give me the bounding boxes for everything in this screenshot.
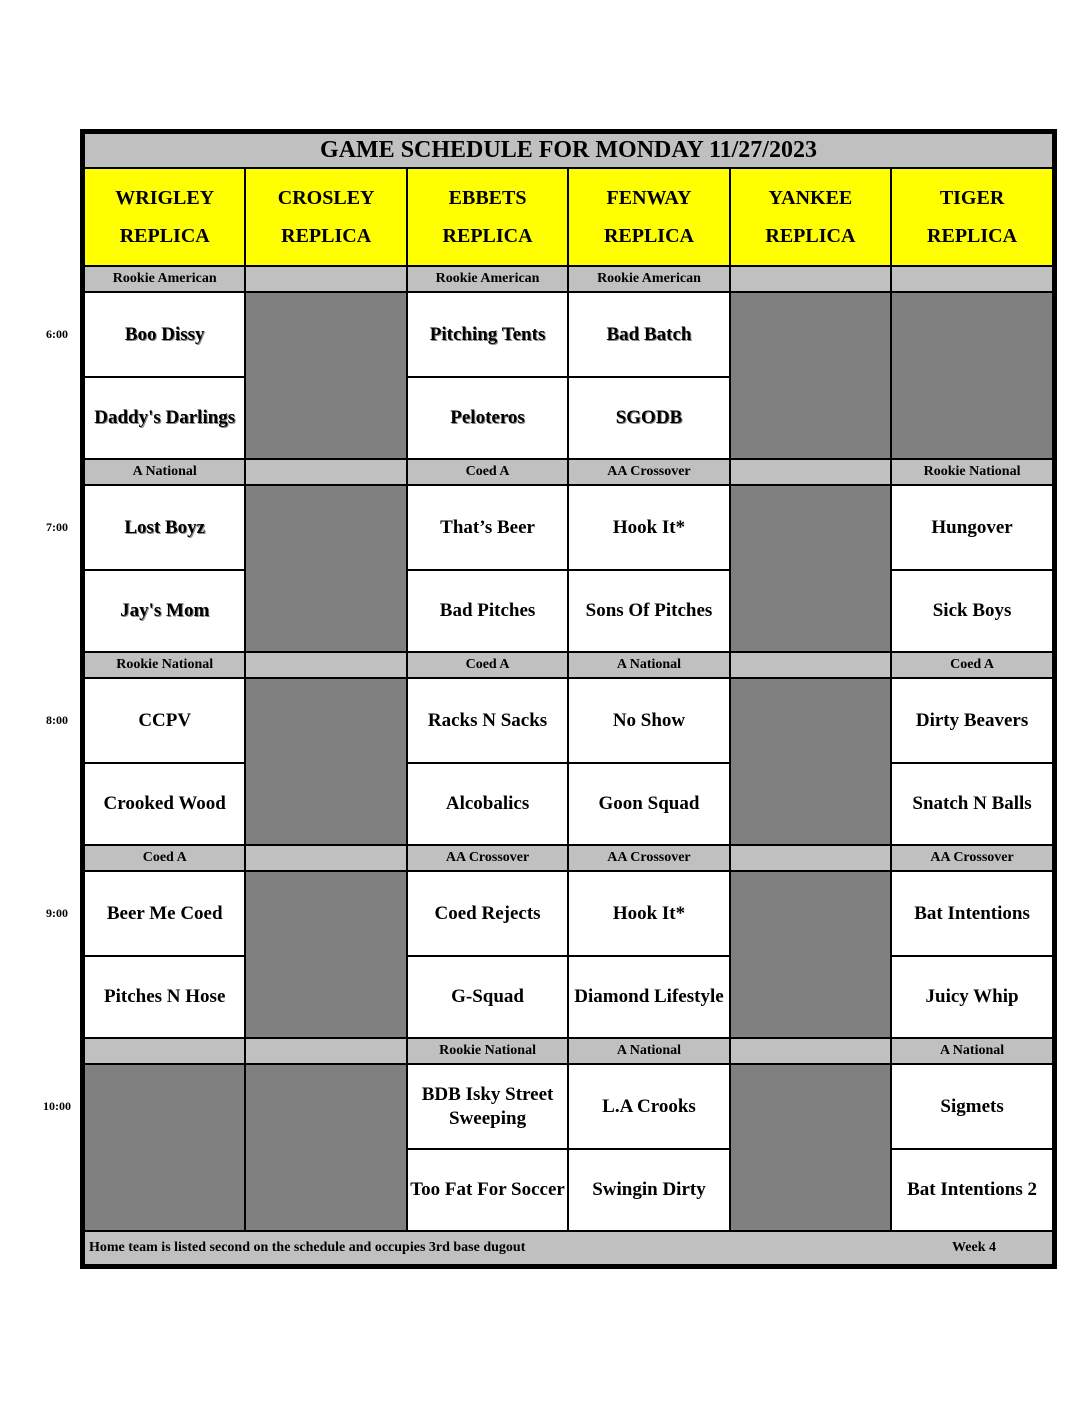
division-row: [84, 266, 1053, 292]
division-label: Rookie National: [84, 652, 245, 678]
home-team: Sick Boys: [891, 570, 1053, 652]
division-label: Rookie National: [407, 1038, 568, 1064]
away-team: BDB Isky Street Sweeping: [407, 1064, 568, 1149]
division-label: [245, 459, 406, 485]
field-header-wrigley: [84, 168, 245, 266]
game-row-away: [84, 292, 1053, 377]
division-label: A National: [568, 1038, 729, 1064]
game-row-away: [84, 485, 1053, 570]
division-label: AA Crossover: [568, 845, 729, 871]
home-team: Juicy Whip: [891, 956, 1053, 1038]
unused-field-slot: [245, 1064, 406, 1231]
time-label: 7:00: [46, 519, 68, 534]
away-team: Dirty Beavers: [891, 678, 1053, 763]
away-team: Lost Boyz: [84, 485, 245, 570]
home-team: G-Squad: [407, 956, 568, 1038]
away-team: CCPV: [84, 678, 245, 763]
division-label: [730, 459, 891, 485]
field-header-tiger: [891, 168, 1053, 266]
field-name: EBBETS: [448, 187, 527, 209]
home-team: Pitches N Hose: [84, 956, 245, 1038]
division-label: Coed A: [407, 652, 568, 678]
game-row-away: [84, 678, 1053, 763]
home-team: SGODB: [568, 377, 729, 459]
game-row-away: [84, 871, 1053, 956]
home-team: Jay's Mom: [84, 570, 245, 652]
field-subtitle: REPLICA: [119, 225, 210, 247]
time-label: 10:00: [43, 1098, 71, 1113]
field-name: FENWAY: [606, 187, 692, 209]
field-name: TIGER: [939, 187, 1005, 209]
division-label: [730, 845, 891, 871]
game-row-home: [84, 956, 1053, 1038]
away-team: Hungover: [891, 485, 1053, 570]
away-team: Pitching Tents: [407, 292, 568, 377]
field-name: WRIGLEY: [115, 187, 215, 209]
division-label: [245, 652, 406, 678]
field-name: CROSLEY: [277, 187, 375, 209]
division-row: [84, 652, 1053, 678]
away-team: Racks N Sacks: [407, 678, 568, 763]
division-label: Coed A: [891, 652, 1053, 678]
unused-field-slot: [730, 1064, 891, 1231]
home-team: Bad Pitches: [407, 570, 568, 652]
field-subtitle: REPLICA: [927, 225, 1018, 247]
home-team: Diamond Lifestyle: [568, 956, 729, 1038]
away-team: Boo Dissy: [84, 292, 245, 377]
division-label: A National: [568, 652, 729, 678]
time-label: 9:00: [46, 905, 68, 920]
field-header-row: [84, 168, 1053, 266]
home-team: Bat Intentions 2: [891, 1149, 1053, 1231]
division-label: [245, 845, 406, 871]
away-team: Hook It*: [568, 485, 729, 570]
field-subtitle: REPLICA: [442, 225, 533, 247]
division-label: Coed A: [84, 845, 245, 871]
home-team: Sons Of Pitches: [568, 570, 729, 652]
away-team: That’s Beer: [407, 485, 568, 570]
time-label: 6:00: [46, 326, 68, 341]
footer-row: [84, 1231, 1053, 1265]
division-label: AA Crossover: [407, 845, 568, 871]
away-team: Hook It*: [568, 871, 729, 956]
field-header-ebbets: [407, 168, 568, 266]
field-subtitle: REPLICA: [603, 225, 694, 247]
home-team: Snatch N Balls: [891, 763, 1053, 845]
unused-field-slot: [730, 292, 891, 459]
division-label: [891, 266, 1053, 292]
unused-field-slot: [245, 871, 406, 1038]
field-header-yankee: [730, 168, 891, 266]
game-row-home: [84, 763, 1053, 845]
home-team-note: Home team is listed second on the schedule and occupies 3rd base dugout: [89, 1240, 526, 1255]
unused-field-slot: [245, 485, 406, 652]
home-team: Daddy's Darlings: [84, 377, 245, 459]
division-label: A National: [891, 1038, 1053, 1064]
home-team: Goon Squad: [568, 763, 729, 845]
division-label: Rookie National: [891, 459, 1053, 485]
division-label: [245, 266, 406, 292]
home-team: Peloteros: [407, 377, 568, 459]
field-name: YANKEE: [768, 187, 853, 209]
unused-field-slot: [891, 292, 1053, 459]
unused-field-slot: [730, 485, 891, 652]
division-label: Rookie American: [84, 266, 245, 292]
schedule-title: GAME SCHEDULE FOR MONDAY 11/27/2023: [84, 133, 1053, 168]
division-row: [84, 459, 1053, 485]
week-label: Week 4: [952, 1240, 996, 1255]
division-row: [84, 845, 1053, 871]
division-label: AA Crossover: [568, 459, 729, 485]
division-label: Coed A: [407, 459, 568, 485]
home-team: Crooked Wood: [84, 763, 245, 845]
field-subtitle: REPLICA: [765, 225, 856, 247]
footer-cell: [84, 1231, 1053, 1265]
unused-field-slot: [245, 292, 406, 459]
time-label: 8:00: [46, 712, 68, 727]
game-row-home: [84, 570, 1053, 652]
away-team: Coed Rejects: [407, 871, 568, 956]
field-header-fenway: [568, 168, 729, 266]
division-label: [245, 1038, 406, 1064]
division-label: [730, 1038, 891, 1064]
division-label: [84, 1038, 245, 1064]
away-team: Beer Me Coed: [84, 871, 245, 956]
division-label: Rookie American: [568, 266, 729, 292]
home-team: Too Fat For Soccer: [407, 1149, 568, 1231]
unused-field-slot: [84, 1064, 245, 1231]
division-label: [730, 652, 891, 678]
division-label: Rookie American: [407, 266, 568, 292]
away-team: L.A Crooks: [568, 1064, 729, 1149]
game-schedule-table: [80, 129, 1057, 1269]
division-label: A National: [84, 459, 245, 485]
division-label: [730, 266, 891, 292]
division-row: [84, 1038, 1053, 1064]
division-label: AA Crossover: [891, 845, 1053, 871]
unused-field-slot: [730, 871, 891, 1038]
home-team: Alcobalics: [407, 763, 568, 845]
unused-field-slot: [245, 678, 406, 845]
away-team: Bat Intentions: [891, 871, 1053, 956]
game-row-away: [84, 1064, 1053, 1149]
away-team: No Show: [568, 678, 729, 763]
field-subtitle: REPLICA: [281, 225, 372, 247]
away-team: Bad Batch: [568, 292, 729, 377]
away-team: Sigmets: [891, 1064, 1053, 1149]
field-header-crosley: [245, 168, 406, 266]
unused-field-slot: [730, 678, 891, 845]
home-team: Swingin Dirty: [568, 1149, 729, 1231]
